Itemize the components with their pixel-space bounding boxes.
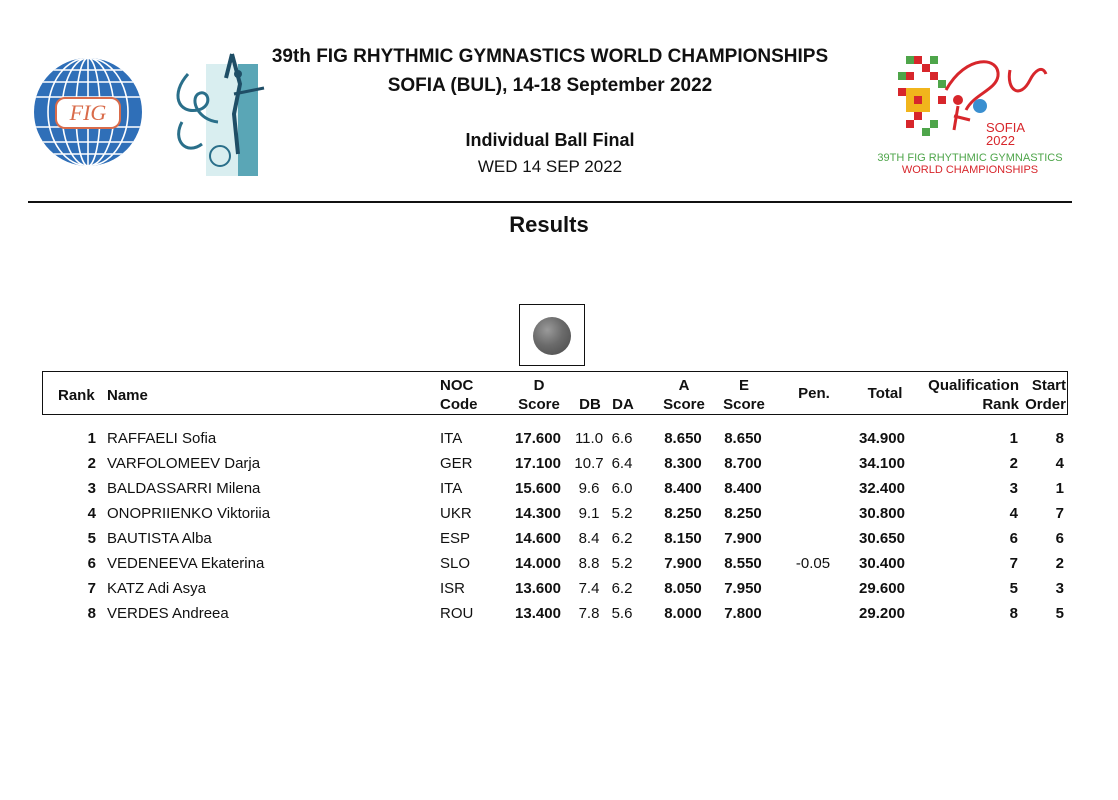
cell-noc: ITA: [440, 480, 463, 497]
cell-name: VERDES Andreea: [107, 605, 229, 622]
cell-db: 9.1: [578, 505, 600, 522]
cell-start-order: 6: [1055, 530, 1064, 547]
cell-e-score: 8.250: [724, 505, 762, 522]
cell-a-score: 8.050: [664, 580, 702, 597]
table-row: [0, 501, 1118, 526]
cell-e-score: 8.650: [724, 430, 762, 447]
title-line-2: SOFIA (BUL), 14-18 September 2022: [387, 75, 713, 96]
cell-name: VARFOLOMEEV Darja: [107, 455, 261, 472]
cell-da: 5.2: [611, 555, 633, 572]
cell-rank: 7: [87, 580, 96, 597]
col-rank: Rank: [58, 387, 95, 404]
cell-qualification-rank: 4: [1009, 505, 1018, 522]
cell-rank: 8: [87, 605, 96, 622]
cell-rank: 1: [87, 430, 96, 447]
table-row: [0, 576, 1118, 601]
col-noc: NOC Code: [440, 377, 478, 413]
table-header: [42, 371, 1068, 415]
cell-d-score: 14.000: [515, 555, 561, 572]
event-name: Individual Ball Final: [465, 130, 635, 150]
cell-a-score: 8.300: [664, 455, 702, 472]
cell-a-score: 8.650: [664, 430, 702, 447]
cell-total: 29.600: [859, 580, 905, 597]
championship-title: [230, 42, 870, 100]
cell-a-score: 7.900: [664, 555, 702, 572]
cell-qualification-rank: 8: [1009, 605, 1018, 622]
col-e-score: E Score: [723, 377, 765, 413]
cell-d-score: 14.300: [515, 505, 561, 522]
cell-db: 9.6: [578, 480, 600, 497]
col-da: DA: [612, 396, 634, 413]
col-db: DB: [579, 396, 601, 413]
cell-noc: ITA: [440, 430, 463, 447]
table-row: [0, 551, 1118, 576]
sofia-logo-caption-2: WORLD CHAMPIONSHIPS: [901, 164, 1039, 175]
cell-da: 6.4: [611, 455, 633, 472]
cell-noc: SLO: [440, 555, 471, 572]
cell-d-score: 17.600: [515, 430, 561, 447]
cell-start-order: 4: [1055, 455, 1064, 472]
cell-rank: 6: [87, 555, 96, 572]
cell-name: BALDASSARRI Milena: [107, 480, 261, 497]
col-qualification-rank: Qualification Rank: [928, 377, 1019, 413]
cell-rank: 2: [87, 455, 96, 472]
table-row: [0, 451, 1118, 476]
title-line-1: 39th FIG RHYTHMIC GYMNASTICS WORLD CHAMPIONSHIPS: [271, 46, 829, 67]
cell-db: 7.8: [578, 605, 600, 622]
fig-logo-text: FIG: [69, 100, 107, 125]
sofia-logo-line-2: 2022: [986, 133, 1015, 148]
cell-qualification-rank: 1: [1009, 430, 1018, 447]
cell-e-score: 8.400: [724, 480, 762, 497]
cell-a-score: 8.000: [664, 605, 702, 622]
fig-logo: [32, 42, 144, 182]
col-penalty: Pen.: [798, 385, 830, 402]
cell-a-score: 8.250: [664, 505, 702, 522]
cell-rank: 5: [87, 530, 96, 547]
cell-e-score: 7.950: [724, 580, 762, 597]
cell-start-order: 1: [1055, 480, 1064, 497]
col-start-order: Start Order: [1025, 377, 1066, 413]
sofia-2022-logo: [870, 50, 1070, 175]
cell-name: VEDENEEVA Ekaterina: [107, 555, 265, 572]
apparatus-box: [519, 304, 585, 366]
cell-d-score: 14.600: [515, 530, 561, 547]
table-row: [0, 601, 1118, 626]
cell-da: 6.0: [611, 480, 633, 497]
cell-da: 6.2: [611, 530, 633, 547]
results-table-body: [0, 426, 1118, 626]
cell-db: 8.8: [578, 555, 600, 572]
cell-d-score: 13.400: [515, 605, 561, 622]
cell-start-order: 3: [1055, 580, 1064, 597]
cell-start-order: 5: [1055, 605, 1064, 622]
cell-da: 5.6: [611, 605, 633, 622]
cell-noc: ESP: [440, 530, 471, 547]
cell-noc: ROU: [440, 605, 474, 622]
cell-e-score: 7.800: [724, 605, 762, 622]
results-title: Results: [509, 212, 589, 237]
cell-db: 10.7: [574, 455, 604, 472]
ball-icon: [533, 317, 571, 355]
cell-da: 6.2: [611, 580, 633, 597]
cell-total: 34.100: [859, 455, 905, 472]
cell-e-score: 8.700: [724, 455, 762, 472]
cell-total: 32.400: [859, 480, 905, 497]
cell-total: 30.400: [859, 555, 905, 572]
cell-total: 30.800: [859, 505, 905, 522]
cell-name: BAUTISTA Alba: [107, 530, 212, 547]
cell-noc: GER: [440, 455, 473, 472]
cell-name: ONOPRIIENKO Viktoriia: [107, 505, 271, 522]
cell-noc: UKR: [440, 505, 472, 522]
table-row: [0, 526, 1118, 551]
cell-e-score: 7.900: [724, 530, 762, 547]
cell-db: 11.0: [574, 430, 604, 447]
cell-noc: ISR: [440, 580, 466, 597]
cell-e-score: 8.550: [724, 555, 762, 572]
header-divider: [28, 201, 1072, 203]
cell-penalty: -0.05: [795, 555, 831, 572]
cell-rank: 3: [87, 480, 96, 497]
sofia-logo-caption-1: 39TH FIG RHYTHMIC GYMNASTICS: [877, 152, 1063, 164]
cell-da: 6.6: [611, 430, 633, 447]
cell-da: 5.2: [611, 505, 633, 522]
col-total: Total: [867, 385, 903, 402]
cell-d-score: 17.100: [515, 455, 561, 472]
cell-a-score: 8.150: [664, 530, 702, 547]
cell-db: 7.4: [578, 580, 600, 597]
cell-total: 29.200: [859, 605, 905, 622]
cell-qualification-rank: 5: [1009, 580, 1018, 597]
cell-total: 34.900: [859, 430, 905, 447]
cell-a-score: 8.400: [664, 480, 702, 497]
cell-start-order: 8: [1055, 430, 1064, 447]
col-a-score: A Score: [663, 377, 705, 413]
cell-qualification-rank: 7: [1009, 555, 1018, 572]
cell-start-order: 2: [1055, 555, 1064, 572]
col-name: Name: [107, 387, 148, 404]
cell-qualification-rank: 6: [1009, 530, 1018, 547]
cell-d-score: 15.600: [515, 480, 561, 497]
cell-rank: 4: [87, 505, 96, 522]
cell-start-order: 7: [1055, 505, 1064, 522]
table-row: [0, 426, 1118, 451]
col-d-score: D Score: [518, 377, 560, 413]
cell-qualification-rank: 2: [1009, 455, 1018, 472]
event-date: WED 14 SEP 2022: [477, 157, 623, 176]
table-row: [0, 476, 1118, 501]
sofia-logo-line-1: SOFIA: [986, 120, 1026, 135]
cell-d-score: 13.600: [515, 580, 561, 597]
cell-db: 8.4: [578, 530, 600, 547]
cell-total: 30.650: [859, 530, 905, 547]
cell-name: RAFFAELI Sofia: [107, 430, 217, 447]
cell-name: KATZ Adi Asya: [107, 580, 206, 597]
cell-qualification-rank: 3: [1009, 480, 1018, 497]
